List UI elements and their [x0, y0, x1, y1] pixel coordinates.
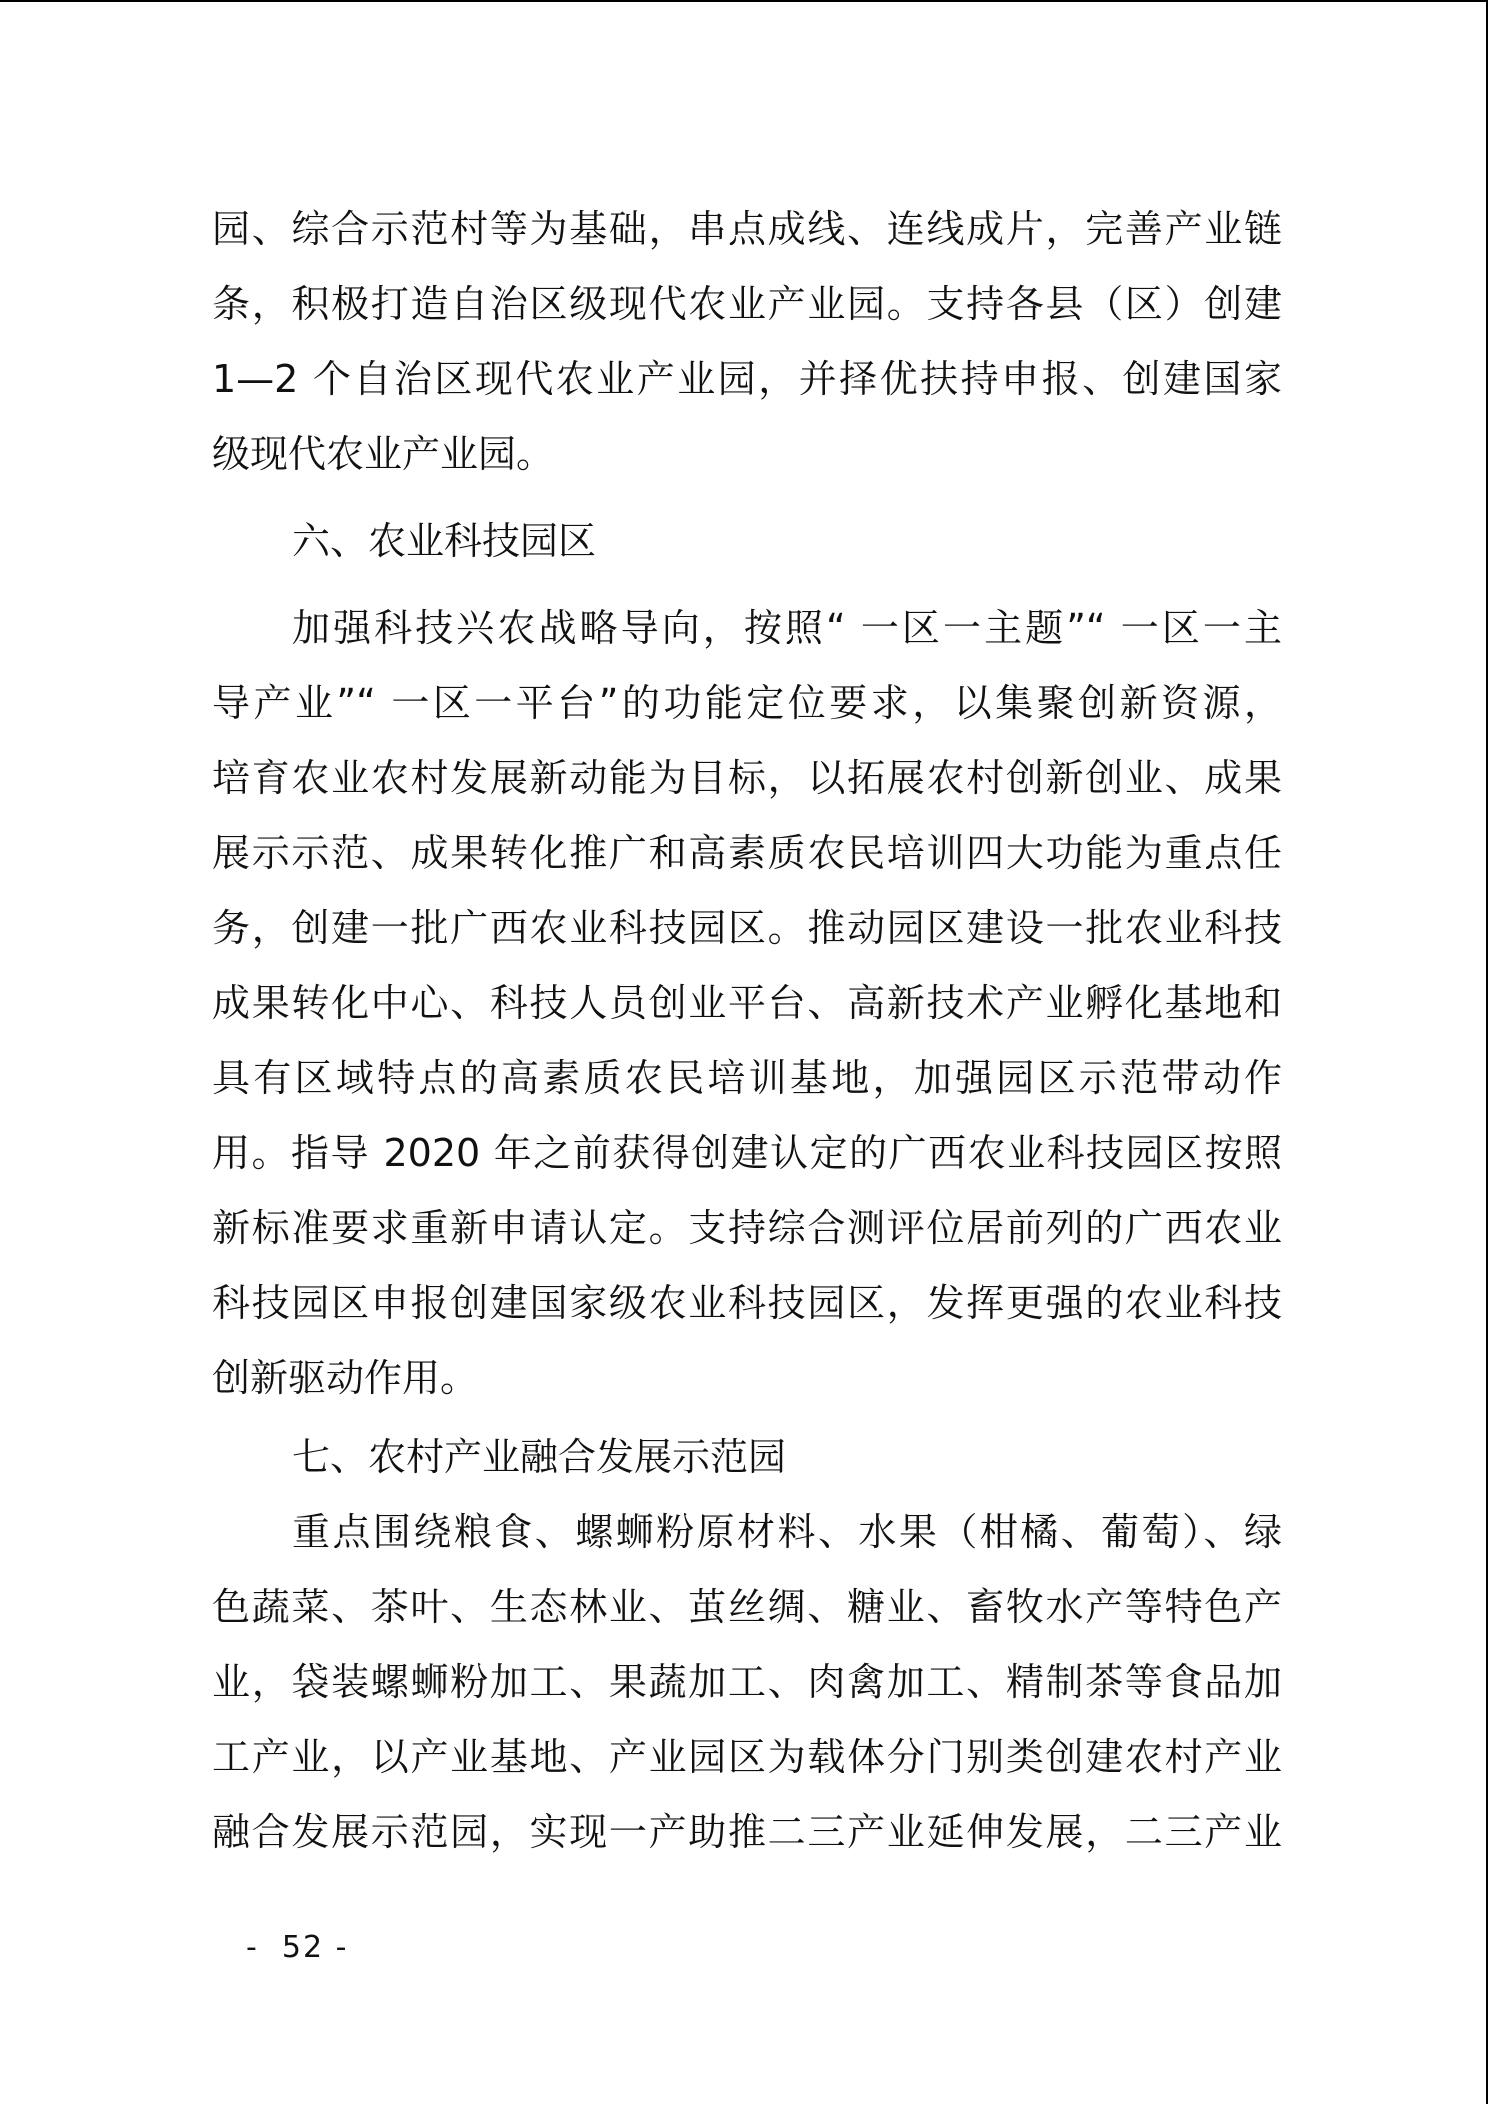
text-line: 工产业，以产业基地、产业园区为载体分门别类创建农村产业 — [212, 1735, 1282, 1779]
paragraph-agri-tech-park — [212, 591, 1282, 1416]
text-line: 务，创建一批广西农业科技园区。推动园区建设一批农业科技 — [212, 906, 1282, 950]
text-line: 重点围绕粮食、螺蛳粉原材料、水果（柑橘、葡萄）、绿 — [292, 1510, 1282, 1554]
text-line: 导产业”“ 一区一平台”的功能定位要求，以集聚创新资源， — [212, 681, 1282, 725]
text-line: 创新驱动作用。 — [212, 1356, 479, 1400]
text-line: 园、综合示范村等为基础，串点成线、连线成片，完善产业链 — [212, 207, 1282, 251]
text-line: 级现代农业产业园。 — [212, 432, 555, 476]
text-line: 培育农业农村发展新动能为目标，以拓展农村创新创业、成果 — [212, 756, 1282, 800]
paragraph-integration-demo-park — [212, 1495, 1282, 1870]
text-line: 科技园区申报创建国家级农业科技园区，发挥更强的农业科技 — [212, 1281, 1282, 1325]
text-line: 色蔬菜、茶叶、生态林业、茧丝绸、糖业、畜牧水产等特色产 — [212, 1585, 1282, 1629]
text-line: 业，袋装螺蛳粉加工、果蔬加工、肉禽加工、精制茶等食品加 — [212, 1660, 1282, 1704]
text-line: 具有区域特点的高素质农民培训基地，加强园区示范带动作 — [212, 1056, 1282, 1100]
text-line: 1—2 个自治区现代农业产业园，并择优扶持申报、创建国家 — [212, 357, 1282, 401]
page-number: - 52 - — [246, 1930, 349, 1965]
text-line: 新标准要求重新申请认定。支持综合测评位居前列的广西农业 — [212, 1206, 1282, 1250]
text-line: 条，积极打造自治区级现代农业产业园。支持各县（区）创建 — [212, 282, 1282, 326]
document-body — [212, 192, 1282, 1870]
text-line: 成果转化中心、科技人员创业平台、高新技术产业孵化基地和 — [212, 981, 1282, 1025]
paragraph-park-continuation — [212, 192, 1282, 492]
text-line: 用。指导 2020 年之前获得创建认定的广西农业科技园区按照 — [212, 1131, 1282, 1175]
text-line: 加强科技兴农战略导向，按照“ 一区一主题”“ 一区一主 — [292, 606, 1282, 650]
section-heading-agri-tech-park: 六、农业科技园区 — [292, 519, 597, 563]
section-heading-integration-demo-park: 七、农村产业融合发展示范园 — [292, 1435, 787, 1479]
text-line: 融合发展示范园，实现一产助推二三产业延伸发展，二三产业 — [212, 1810, 1282, 1854]
text-line: 展示示范、成果转化推广和高素质农民培训四大功能为重点任 — [212, 831, 1282, 875]
top-border-line — [0, 0, 1488, 2]
